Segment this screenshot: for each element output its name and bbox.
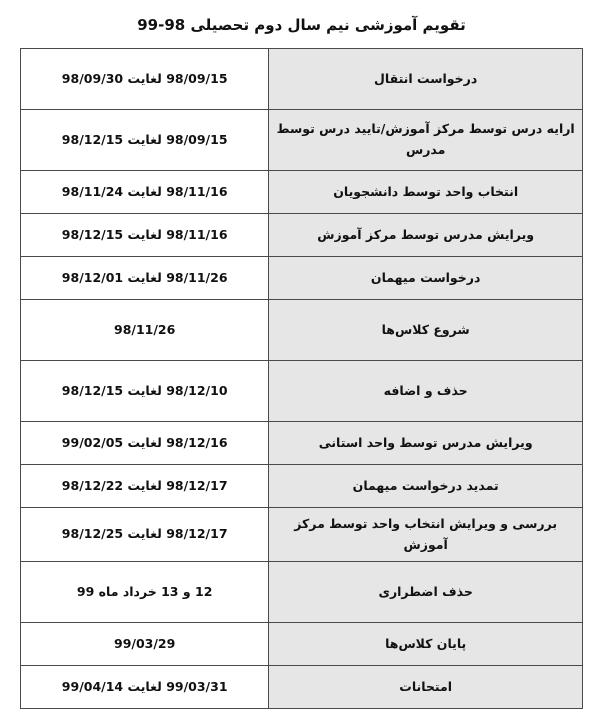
academic-calendar-table [20,48,583,709]
page-title: تقویم آموزشی نیم سال دوم تحصیلی 98-99 [137,16,466,34]
table-cell-date: 98/12/10 لغایت 98/12/15 [21,361,269,422]
table-cell-date: 98/11/16 لغایت 98/11/24 [21,171,269,214]
table-row [21,623,583,666]
table-row [21,666,583,709]
table-body [21,49,583,709]
table-cell-date: 12 و 13 خرداد ماه 99 [21,562,269,623]
table-cell-label: تمدید درخواست میهمان [269,465,583,508]
table-cell-label: شروع کلاس‌ها [269,300,583,361]
table-cell-date: 98/11/16 لغایت 98/12/15 [21,214,269,257]
table-cell-label: انتخاب واحد توسط دانشجویان [269,171,583,214]
table-cell-date: 98/09/15 لغایت 98/12/15 [21,110,269,171]
table-row [21,214,583,257]
table-row [21,508,583,562]
table-row [21,49,583,110]
table-row [21,422,583,465]
table-cell-date: 98/12/16 لغایت 99/02/05 [21,422,269,465]
table-cell-label: ویرایش مدرس توسط مرکز آموزش [269,214,583,257]
table-cell-date: 98/12/17 لغایت 98/12/22 [21,465,269,508]
table-cell-date: 99/03/29 [21,623,269,666]
table-cell-label: ویرایش مدرس توسط واحد استانی [269,422,583,465]
table-cell-label: ارایه درس توسط مرکز آموزش/تایید درس توسط مدرس [269,110,583,171]
table-row [21,171,583,214]
table-cell-label: درخواست میهمان [269,257,583,300]
calendar-table-container [20,48,583,709]
table-row [21,465,583,508]
table-row [21,300,583,361]
table-row [21,562,583,623]
table-row [21,110,583,171]
table-cell-date: 98/11/26 [21,300,269,361]
table-cell-label: بررسی و ویرایش انتخاب واحد توسط مرکز آموزش [269,508,583,562]
table-row [21,257,583,300]
table-cell-label: درخواست انتقال [269,49,583,110]
table-cell-date: 99/03/31 لغایت 99/04/14 [21,666,269,709]
table-cell-date: 98/12/17 لغایت 98/12/25 [21,508,269,562]
table-row [21,361,583,422]
table-cell-label: حذف اضطراری [269,562,583,623]
table-cell-label: امتحانات [269,666,583,709]
table-cell-date: 98/09/15 لغایت 98/09/30 [21,49,269,110]
table-cell-date: 98/11/26 لغایت 98/12/01 [21,257,269,300]
table-cell-label: حذف و اضافه [269,361,583,422]
table-cell-label: پایان کلاس‌ها [269,623,583,666]
